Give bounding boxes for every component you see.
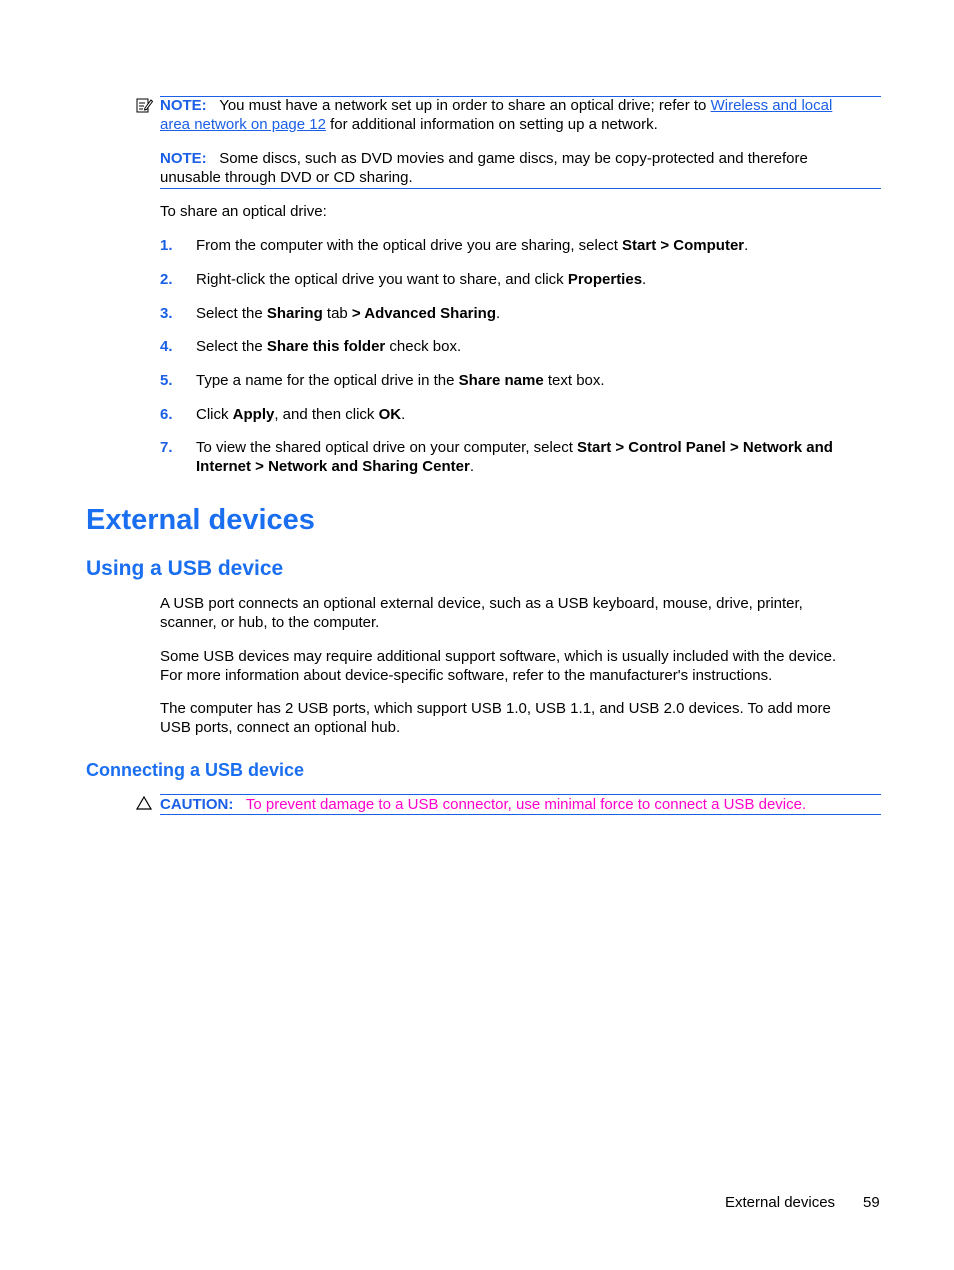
step-5: [196, 371, 886, 390]
step-number: 2.: [160, 271, 173, 288]
step-4: [196, 337, 886, 356]
step-text: Select the: [196, 338, 267, 355]
paragraph: [160, 647, 890, 685]
step-text: .: [401, 406, 406, 423]
note-1: [160, 96, 890, 134]
subsection-heading: Using a USB device: [86, 557, 284, 580]
section-heading: External devices: [86, 504, 315, 536]
footer-section: External devices: [725, 1194, 836, 1211]
steps-intro: To share an optical drive:: [160, 203, 327, 220]
step-number: 1.: [160, 237, 173, 254]
step-number: 5.: [160, 372, 173, 389]
note-pencil-icon: [136, 97, 153, 118]
paragraph: [160, 594, 890, 632]
step-number: 7.: [160, 439, 173, 456]
wireless-network-link[interactable]: Wireless and local: [710, 97, 833, 114]
step-bold: Apply: [232, 406, 275, 423]
step-number: 4.: [160, 338, 173, 355]
paragraph-line: Some USB devices may require additional support software, which is usually included with the device.: [160, 648, 837, 665]
note-text: You must have a network set up in order to share an optical drive; refer to: [219, 97, 711, 114]
step-3: [196, 304, 886, 323]
paragraph-line: For more information about device-specific software, refer to the manufacturer's instructions.: [160, 667, 773, 684]
step-text: check box.: [385, 338, 462, 355]
step-bold: OK: [378, 406, 402, 423]
note-text: Some discs, such as DVD movies and game discs, may be copy-protected and therefore: [219, 150, 808, 167]
step-bold: Share this folder: [266, 338, 386, 355]
step-bold: Start > Control Panel > Network and: [577, 439, 833, 456]
step-text: tab: [322, 305, 352, 322]
caution-label: CAUTION:: [160, 796, 234, 813]
step-text: From the computer with the optical drive you are sharing, select: [196, 237, 623, 254]
step-text: , and then click: [274, 406, 379, 423]
step-bold: Internet > Network and Sharing Center: [196, 458, 470, 475]
paragraph-line: scanner, or hub, to the computer.: [160, 614, 380, 631]
step-number: 3.: [160, 305, 173, 322]
caution-text: To prevent damage to a USB connector, use minimal force to connect a USB device.: [245, 796, 807, 813]
caution: [160, 795, 806, 814]
step-bold: > Advanced Sharing: [351, 305, 496, 322]
paragraph-line: The computer has 2 USB ports, which support USB 1.0, USB 1.1, and USB 2.0 devices. To add more: [160, 700, 831, 717]
step-text: Right-click the optical drive you want to share, and click: [196, 271, 568, 288]
step-bold: Start > Computer: [622, 237, 745, 254]
step-text: .: [469, 458, 474, 475]
note-bottom-rule: [160, 188, 881, 189]
step-bold: Sharing: [266, 305, 323, 322]
note-text-after: for additional information on setting up a network.: [325, 116, 658, 133]
caution-triangle-icon: [136, 796, 152, 815]
note-2: [160, 149, 890, 187]
note-text-line2: unusable through DVD or CD sharing.: [160, 169, 413, 186]
page-number: 59: [863, 1194, 880, 1211]
sub-subsection-heading: Connecting a USB device: [86, 760, 305, 780]
step-text: .: [642, 271, 647, 288]
paragraph-line: USB ports, connect an optional hub.: [160, 719, 401, 736]
paragraph-line: A USB port connects an optional external device, such as a USB keyboard, mouse, drive, printer,: [160, 595, 803, 612]
step-text: Select the: [196, 305, 267, 322]
step-2: [196, 270, 886, 289]
caution-bottom-rule: [160, 814, 881, 815]
step-6: [196, 405, 886, 424]
step-text: Click: [196, 406, 233, 423]
step-bold: Properties: [567, 271, 643, 288]
step-text: .: [496, 305, 501, 322]
step-text: Type a name for the optical drive in the: [196, 372, 459, 389]
step-text: To view the shared optical drive on your computer, select: [196, 439, 578, 456]
step-text: text box.: [543, 372, 605, 389]
step-bold: Share name: [458, 372, 544, 389]
step-1: [196, 236, 886, 255]
note-label: NOTE:: [160, 97, 207, 114]
step-7: [196, 438, 886, 476]
note-label: NOTE:: [160, 150, 207, 167]
paragraph: [160, 699, 890, 737]
step-number: 6.: [160, 406, 173, 423]
wireless-network-link-cont[interactable]: area network on page 12: [160, 116, 326, 133]
step-text: .: [744, 237, 749, 254]
